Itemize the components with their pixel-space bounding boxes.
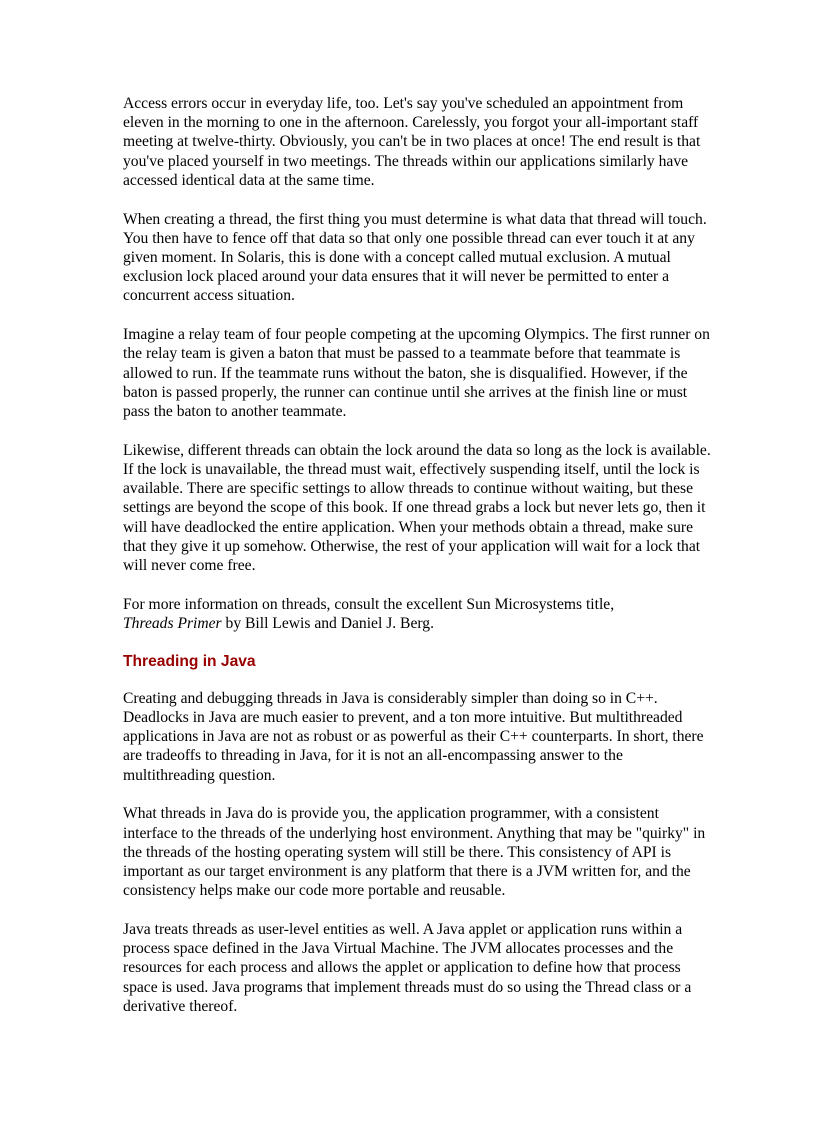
paragraph-java-threads-api: What threads in Java do is provide you, the application programmer, with a consistent interface to the threads of the underlying host environment. Anything that may be "quirky" in the threads of the hosting operating system will still be there. This consistency of API is important as our target environment is any platform that there is a JVM written for, and the consistency helps make our code more portable and reusable. bbox=[123, 805, 706, 900]
reference-prefix: For more information on threads, consult the excellent Sun Microsystems title, bbox=[123, 595, 615, 613]
paragraph-relay-team: Imagine a relay team of four people competing at the upcoming Olympics. The first runner on the relay team is given a baton that must be passed to a teammate before that teammate is allowed to run. If the teammate runs without the baton, she is disqualified. However, if the baton is passed properly, the runner can continue until she arrives at the finish line or must pass the baton to another teammate. bbox=[123, 326, 710, 421]
document-page bbox=[123, 94, 713, 1036]
paragraph-reference bbox=[123, 595, 713, 633]
section-heading: Threading in Java bbox=[123, 652, 256, 670]
paragraph-java-user-level: Java treats threads as user-level entities as well. A Java applet or application runs within a process space defined in the Java Virtual Machine. The JVM allocates processes and the resources for each process and allows the applet or application to define how that process space is used. Java programs that implement threads must do so using the Thread class or a derivative thereof. bbox=[123, 921, 692, 1015]
paragraph-access-errors: Access errors occur in everyday life, too. Let's say you've scheduled an appointment from eleven in the morning to one in the afternoon. Carelessly, you forgot your all-important staff meeting at twelve-thirty. Obviously, you can't be in two places at once! The end result is that you've placed yourself in two meetings. The threads within our applications similarly have accessed identical data at the same time. bbox=[123, 95, 701, 189]
paragraph-creating-thread: When creating a thread, the first thing you must determine is what data that thread will touch. You then have to fence off that data so that only one possible thread can ever touch it at any given moment. In Solaris, this is done with a concept called mutual exclusion. A mutual exclusion lock placed around your data ensures that it will never be permitted to enter a concurrent access situation. bbox=[123, 210, 707, 305]
reference-suffix: by Bill Lewis and Daniel J. Berg. bbox=[221, 615, 434, 633]
paragraph-lock-availability: Likewise, different threads can obtain the lock around the data so long as the lock is available. If the lock is unavailable, the thread must wait, effectively suspending itself, until the lock is available. There are specific settings to allow threads to continue without waiting, but these settings are beyond the scope of this book. If one thread grabs a lock but never lets go, then it will have deadlocked the entire application. When your methods obtain a thread, make sure that they give it up somehow. Otherwise, the rest of your application will wait for a lock that will never come free. bbox=[123, 441, 711, 575]
reference-book-title: Threads Primer bbox=[123, 615, 222, 633]
paragraph-java-threads-intro: Creating and debugging threads in Java is considerably simpler than doing so in C++. Deadlocks in Java are much easier to prevent, and a ton more intuitive. But multithreaded applications in Java are not as robust or as powerful as their C++ counterparts. In short, there are tradeoffs to threading in Java, for it is not an all-encompassing answer to the multithreading question. bbox=[123, 689, 704, 784]
